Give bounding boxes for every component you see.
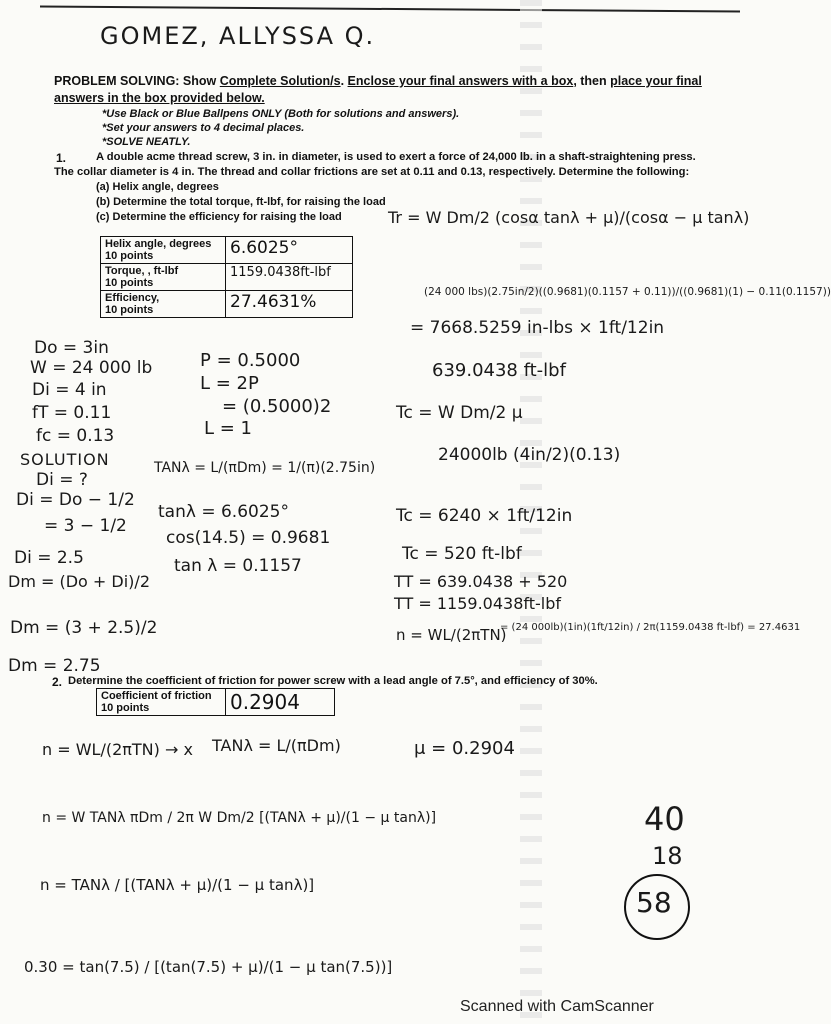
problem2-answer-table [96,688,335,716]
di-result: Di = 2.5 [14,548,84,568]
answer-row-friction [97,689,335,716]
rule-1: *Use Black or Blue Ballpens ONLY (Both for solutions and answers). [102,108,460,120]
unknown-di: Di = ? [36,470,88,490]
given-fc: fc = 0.13 [36,426,115,446]
given-di: Di = 4 in [32,380,107,400]
rule-2: *Set your answers to 4 decimal places. [102,122,305,134]
p2-mu-result: μ = 0.2904 [414,738,515,759]
student-name: GOMEZ, ALLYSSA Q. [100,22,376,50]
given-ft: fT = 0.11 [32,403,112,423]
problem1-part-b: (b) Determine the total torque, ft-lbf, for raising the load [96,196,386,208]
tr-ft: 639.0438 ft-lbf [432,360,566,381]
tc-substitution: 24000lb (4in/2)(0.13) [438,445,621,465]
p2-tan-formula: TANλ = L/(πDm) [212,736,341,755]
di-sub: = 3 − 1/2 [44,516,127,536]
problem1-line2: The collar diameter is 4 in. The thread and collar frictions are set at 0.11 and 0.13, respectively. Determine the following: [54,166,690,178]
dm-result: Dm = 2.75 [8,656,101,676]
tt-sum: TT = 639.0438 + 520 [394,572,568,591]
eff-formula: n = WL/(2πTN) [396,626,507,644]
p2-efficiency-formula: n = WL/(2πTN) → x [42,740,193,759]
answer-row-torque [101,264,353,291]
answer-label: Torque, , ft-lbf 10 points [101,264,226,291]
tt-result: TT = 1159.0438ft-lbf [394,594,561,613]
answer-value: 0.2904 [226,689,335,716]
given-do: Do = 3in [34,338,109,358]
helix-formula: TANλ = L/(πDm) = 1/(π)(2.75in) [154,460,376,476]
lead-p: P = 0.5000 [200,350,301,371]
tr-substitution: (24 000 lbs)(2.75in/2)((0.9681)(0.1157 + 0.11))/((0.9681)(1) − 0.11(0.1157)) [424,286,831,298]
top-rule [40,6,740,13]
solution-heading: SOLUTION [20,450,110,469]
lead-result: L = 1 [204,418,253,439]
tc-result: Tc = 6240 × 1ft/12in [396,506,573,526]
score-part-a: 40 [644,800,685,838]
answer-label: Coefficient of friction 10 points [97,689,226,716]
di-formula: Di = Do − 1/2 [16,490,135,510]
instructions-line2: answers in the box provided below. [54,91,265,105]
answer-value: 6.6025° [226,237,353,264]
problem1-part-a: (a) Helix angle, degrees [96,181,219,193]
footer-watermark: Scanned with CamScanner [460,998,654,1015]
helix-angle: tanλ = 6.6025° [158,502,289,522]
problem2-number: 2. [52,675,63,689]
instructions-line1: PROBLEM SOLVING: Show Complete Solution/s. Enclose your final answers with a box, then place your final [54,74,702,88]
p2-step2: n = TANλ / [(TANλ + μ)/(1 − μ tanλ)] [40,876,315,894]
tr-formula: Tr = W Dm/2 (cosα tanλ + μ)/(cosα − μ tanλ) [388,208,750,227]
lead-sub: = (0.5000)2 [222,396,332,417]
problem1-part-c: (c) Determine the efficiency for raising the load [96,211,342,223]
answer-row-helix [101,237,353,264]
given-w: W = 24 000 lb [30,358,153,378]
rule-3: *SOLVE NEATLY. [102,136,191,148]
p2-step3: 0.30 = tan(7.5) / [(tan(7.5) + μ)/(1 − μ tan(7.5))] [24,958,393,976]
tc-ft: Tc = 520 ft-lbf [402,544,522,564]
score-part-b: 18 [652,842,683,870]
tan-value: tan λ = 0.1157 [174,556,302,576]
answer-row-efficiency [101,291,353,318]
answer-value: 1159.0438ft-lbf [226,264,353,291]
cos-value: cos(14.5) = 0.9681 [166,528,331,548]
answer-label: Efficiency, 10 points [101,291,226,318]
tc-formula: Tc = W Dm/2 μ [396,403,523,423]
dm-formula: Dm = (Do + Di)/2 [8,572,150,591]
lead-l: L = 2P [200,373,259,394]
problem2-text: Determine the coefficient of friction for power screw with a lead angle of 7.5°, and efficiency of 30%. [68,675,598,687]
problem1-answer-table [100,236,353,318]
score-total: 58 [636,886,672,919]
tr-result: = 7668.5259 in-lbs × 1ft/12in [410,318,665,338]
dm-sub: Dm = (3 + 2.5)/2 [10,618,158,638]
eff-substitution: = (24 000lb)(1in)(1ft/12in) / 2π(1159.0438 ft-lbf) = 27.4631 [500,622,801,633]
answer-label: Helix angle, degrees 10 points [101,237,226,264]
p2-step1: n = W TANλ πDm / 2π W Dm/2 [(TANλ + μ)/(1 − μ tanλ)] [42,810,437,826]
problem1-line1: A double acme thread screw, 3 in. in diameter, is used to exert a force of 24,000 lb. in a shaft-straightening press. [96,151,696,163]
answer-value: 27.4631% [226,291,353,318]
problem1-number: 1. [56,151,67,165]
